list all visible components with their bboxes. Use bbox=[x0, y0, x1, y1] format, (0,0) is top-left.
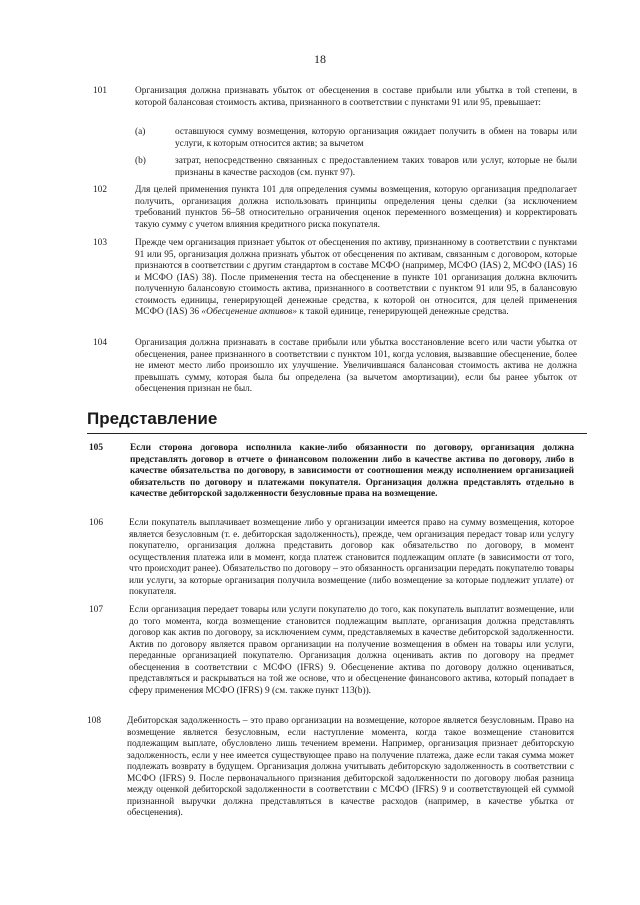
paragraph-text: Дебиторская задолженность – это право организации на возмещение, которое является безусловным. Право на возмещение является безусловным, если наступление момента, когда такое возмещение становится подлежащим выплате, обусловлено лишь течением времени. Например, организация признает дебиторскую задолженность, если у нее имеется существующее право на получение платежа, даже если такая сумма может подлежать возврату в будущем. Организация должна учитывать дебиторскую задолженность в соответствии с МСФО (IFRS) 9. После первоначального признания дебиторской задолженности по договору любая разница между оценкой дебиторской задолженности в соответствии с МСФО (IFRS) 9 и соответствующей ей суммой признанной выручки должна представляться в качестве расходов (например, в качестве убытка от обесценения). bbox=[127, 716, 574, 818]
paragraph-number: 103 bbox=[93, 238, 108, 248]
paragraph-number: 101 bbox=[93, 86, 108, 96]
paragraph-text-part: к такой единице, генерирующей денежные средства. bbox=[297, 307, 509, 317]
paragraph-number: 102 bbox=[93, 185, 108, 195]
paragraph-text: Для целей применения пункта 101 для определения суммы возмещения, которую организация предполагает получить, организация должна использовать принципы определения цены сделки (за исключением требований пунктов 56–58 относительно ограничения оценок переменного возмещения) и корректировать такую сумму с учетом влияния кредитного риска покупателя. bbox=[135, 185, 577, 230]
paragraph-text-part: Прежде чем организация признает убыток от обесценения по активу, признанному в соответствии с пунктами 91 или 95, организация должна признать убыток от обесценения по активам, связанным с договором, которые признаются в соответствии с другим стандартом в составе МСФО (например, МСФО (IAS) 2, МСФО (IAS) 16 и МСФО (IAS) 38). После применения теста на обесценение в пункте 101 организация должна включить полученную балансовую стоимость актива, признанного в соответствии с пунктом 91 или 95, в балансовую стоимость единицы, генерирующей денежные средства, к которой он относится, для целей применения МСФО (IAS) 36 bbox=[135, 238, 577, 317]
paragraph-101 bbox=[93, 86, 577, 109]
paragraph-text: Организация должна признавать в составе прибыли или убытка восстановление всего или части убытка от обесценения, ранее признанного в соответствии с пунктом 101, когда условия, вызвавшие обесценение, более не имеют место либо произошло их улучшение. Увеличившаяся балансовая стоимость актива не должна превышать сумму, которая была бы определена (за вычетом амортизации), если бы ранее убыток от обесценения признан не был. bbox=[135, 338, 577, 394]
list-item-a bbox=[135, 127, 577, 150]
list-item-label: (a) bbox=[135, 127, 146, 137]
list-item-label: (b) bbox=[135, 156, 146, 166]
paragraph-103 bbox=[93, 238, 577, 319]
paragraph-number: 107 bbox=[89, 605, 104, 615]
paragraph-number: 105 bbox=[89, 443, 104, 453]
list-item-text: оставшуюся сумму возмещения, которую организация ожидает получить в обмен на товары или услуги, к которым относится актив; за вычетом bbox=[175, 127, 577, 149]
paragraph-text: Если сторона договора исполнила какие-либо обязанности по договору, организация должна представлять договор в отчете о финансовом положении либо в качестве актива по договору, либо в качестве обязательства по договору, в зависимости от соотношения между исполнением организацией обязательств по договору и платежами покупателя. Организация должна представлять отдельно в качестве дебиторской задолженности безусловные права на возмещение. bbox=[130, 443, 574, 499]
paragraph-text bbox=[135, 238, 577, 319]
paragraph-text: Если организация передает товары или услуги покупателю до того, как покупатель выплатит возмещение, или до того момента, когда возмещение становится подлежащим выплате, организация должна представлять договор как актив по договору, за исключением сумм, представляемых в качестве дебиторской задолженности. Актив по договору является правом организации на получение возмещения в обмен на товары или услуги, переданные организацией покупателю. Организация должна оценивать актив по договору на предмет обесценения в соответствии с МСФО (IFRS) 9. Обесценение актива по договору должно оцениваться, представляться и раскрываться на той же основе, что и обесценение финансового актива, который попадает в сферу применения МСФО (IFRS) 9 (см. также пункт 113(b)). bbox=[129, 605, 574, 696]
list-item-b bbox=[135, 156, 577, 179]
page-number: 18 bbox=[314, 52, 326, 66]
heading-divider bbox=[87, 433, 587, 434]
paragraph-number: 106 bbox=[89, 518, 104, 528]
paragraph-number: 104 bbox=[93, 338, 108, 348]
paragraph-106 bbox=[89, 518, 574, 599]
standard-title: «Обесценение активов» bbox=[201, 307, 298, 317]
paragraph-102 bbox=[93, 185, 577, 231]
list-item-text: затрат, непосредственно связанных с предоставлением таких товаров или услуг, которые не были признаны в качестве расходов (см. пункт 97). bbox=[175, 156, 577, 178]
paragraph-text: Если покупатель выплачивает возмещение либо у организации имеется право на сумму возмещения, которое является безусловным (т. е. дебиторская задолженность), прежде, чем организация передаст товар или услугу покупателю, организация должна представить договор как обязательство по договору, в момент осуществления платежа или в момент, когда платеж становится подлежащим оплате (в зависимости от того, что происходит ранее). Обязательство по договору – это обязанность организации передать покупателю товары или услуги, за которые организация получила возмещение (либо возмещение за которые подлежит уплате) от покупателя. bbox=[129, 518, 574, 597]
section-heading: Представление bbox=[87, 409, 218, 428]
paragraph-105 bbox=[89, 443, 574, 501]
paragraph-number: 108 bbox=[87, 716, 102, 726]
paragraph-107 bbox=[89, 605, 574, 697]
paragraph-104 bbox=[93, 338, 577, 396]
paragraph-108 bbox=[87, 716, 574, 820]
paragraph-text: Организация должна признавать убыток от обесценения в составе прибыли или убытка в той степени, в которой балансовая стоимость актива, признанного в соответствии с пунктами 91 или 95, превышает: bbox=[135, 86, 577, 108]
